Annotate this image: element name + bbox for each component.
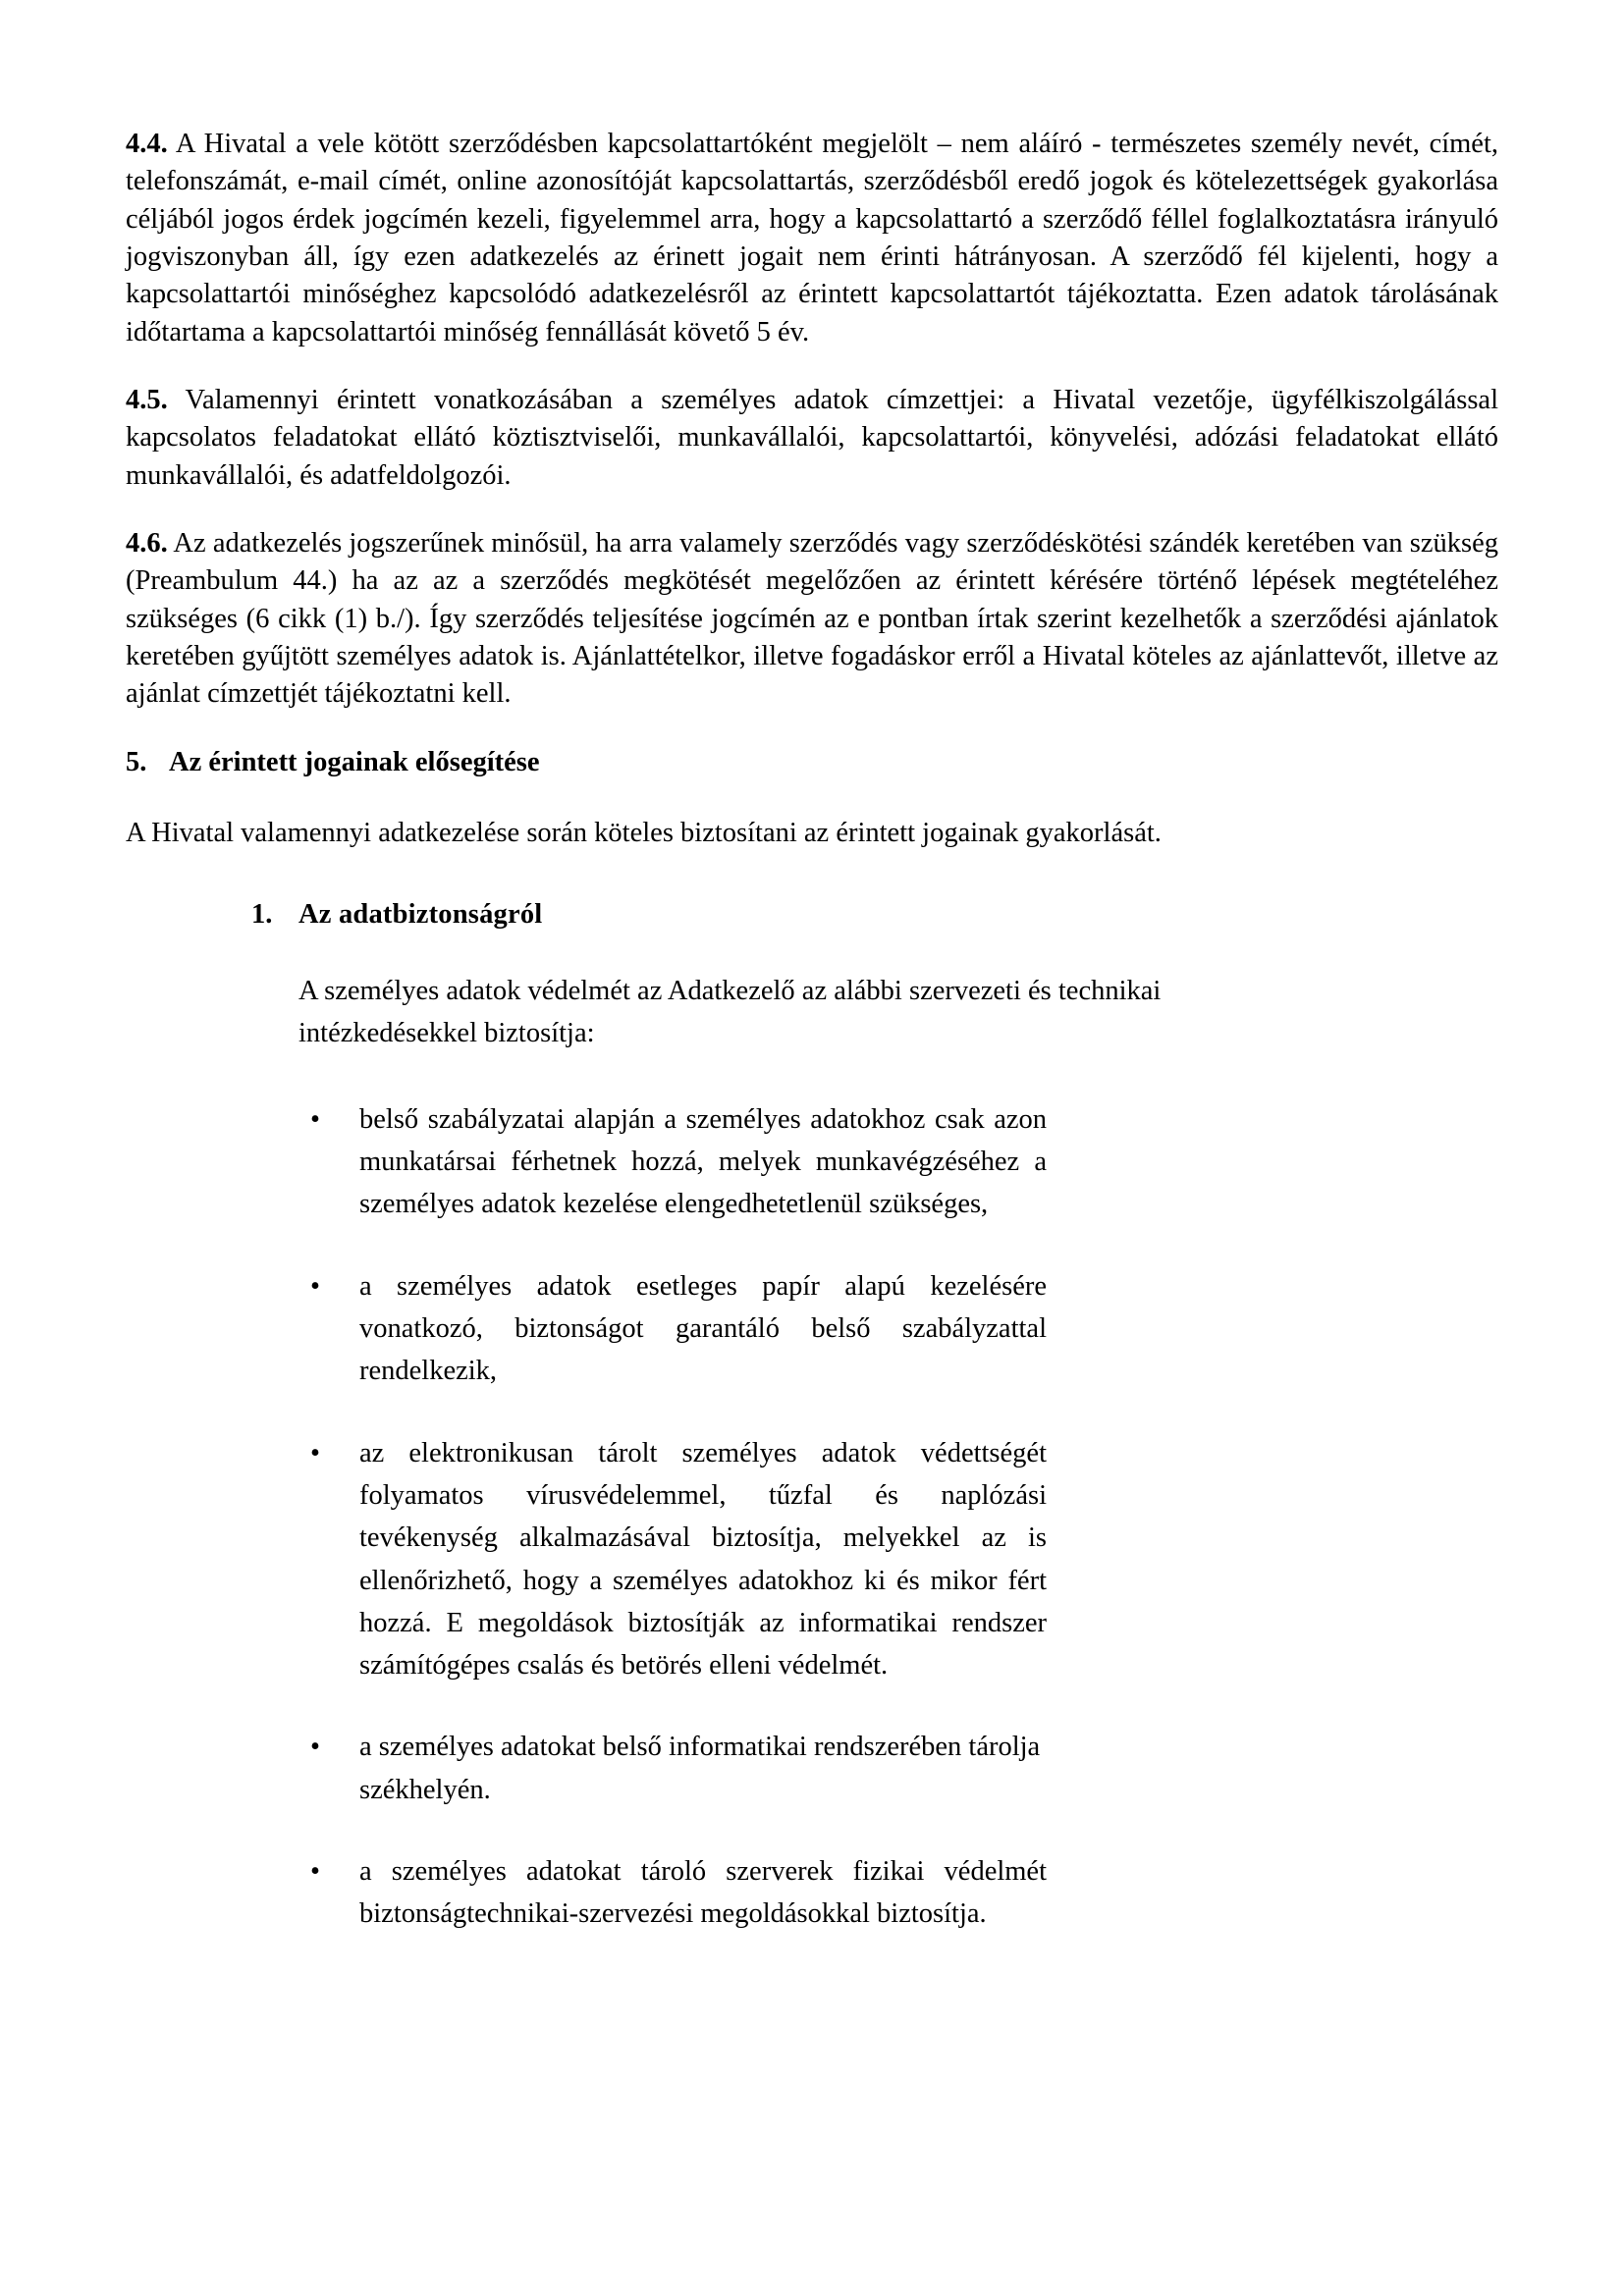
subsection-number: 1.: [251, 899, 273, 931]
paragraph-number-4-5: 4.5.: [126, 384, 168, 415]
security-measures-list: [126, 1098, 1498, 1936]
paragraph-4-4: [126, 126, 1498, 351]
section-heading-5: [126, 744, 1498, 781]
paragraph-text-4-4: A Hivatal a vele kötött szerződésben kapcsolattartóként megjelölt – nem aláíró - természetes személy nevét, címét, telefonszámát, e-mail címét, online azonosítóját kapcsolattartás, szerződésből eredő jogok és kötelezettségek gyakorlása céljából jogos érdek jogcímén kezeli, figyelemmel arra, hogy a kapcsolattartó a szerződő féllel foglalkoztatásra irányuló jogviszonyban áll, így ezen adatkezelés az érinett jogait nem érinti hátrányosan. A szerződő fél kijelenti, hogy a kapcsolattartói minőséghez kapcsolódó adatkezelésről az érintett kapcsolattartót tájékoztatta. Ezen adatok tárolásának időtartama a kapcsolattartói minőség fennállását követő 5 év.: [126, 129, 1498, 347]
list-item: [298, 1265, 1498, 1393]
list-item: [298, 1726, 1498, 1811]
paragraph-number-4-4: 4.4.: [126, 129, 168, 159]
paragraph-4-6: [126, 525, 1498, 714]
section-title: Az érintett jogainak elősegítése: [169, 746, 540, 777]
list-item-text: az elektronikusan tárolt személyes adatok védettségét folyamatos vírusvédelemmel, tűzfal és naplózási tevékenység alkalmazásával biztosítja, melyekkel az is ellenőrizhető, hogy a személyes adatokhoz ki és mikor fért hozzá. E megoldások biztosítják az informatikai rendszer számítógépes csalás és betörés elleni védelmét.: [359, 1437, 1047, 1682]
paragraph-text-4-5: Valamennyi érintett vonatkozásában a személyes adatok címzettjei: a Hivatal vezetője, ügyfélkiszolgálással kapcsolatos feladatokat ellátó köztisztviselői, munkavállalói, kapcsolattartói, könyvelési, adózási feladatokat ellátó munkavállalói, és adatfeldolgozói.: [126, 384, 1498, 491]
list-item: [298, 1850, 1498, 1936]
list-item: [298, 1098, 1498, 1226]
bullet-icon: •: [310, 1270, 320, 1302]
subsection-title: Az adatbiztonságról: [298, 899, 543, 931]
section-number: 5.: [126, 746, 147, 777]
list-item: [298, 1432, 1498, 1687]
paragraph-text-4-6: Az adatkezelés jogszerűnek minősül, ha arra valamely szerződés vagy szerződéskötési szándék keretében van szükség (Preambulum 44.) ha az az a szerződés megkötését megelőzően az érintett kérésére történő lépések megtételéhez szükséges (6 cikk (1) b./). Így szerződés teljesítése jogcímén az e pontban írtak szerint kezelhetők a szerződési ajánlatok keretében gyűjtött személyes adatok is. Ajánlattételkor, illetve fogadáskor erről a Hivatal köteles az ajánlattevőt, illetve az ajánlat címzettjét tájékoztatni kell.: [126, 527, 1498, 710]
list-item-text: belső szabályzatai alapján a személyes adatokhoz csak azon munkatársai férhetnek hozzá, melyek munkavégzéséhez a személyes adatok kezelése elengedhetetlenül szükséges,: [359, 1103, 1047, 1220]
bullet-icon: •: [310, 1103, 320, 1135]
list-item-text: a személyes adatokat belső informatikai rendszerében tárolja székhelyén.: [359, 1732, 1041, 1805]
subsection-intro-paragraph: A személyes adatok védelmét az Adatkezelő az alábbi szervezeti és technikai intézkedésekkel biztosítja:: [298, 976, 1162, 1049]
list-item-text: a személyes adatok esetleges papír alapú kezelésére vonatkozó, biztonságot garantáló belső szabályzattal rendelkezik,: [359, 1270, 1047, 1387]
page-content: [126, 126, 1498, 1936]
subsection-heading-1: [126, 899, 1498, 931]
bullet-icon: •: [310, 1732, 320, 1763]
lead-paragraph: A Hivatal valamennyi adatkezelése során köteles biztosítani az érintett jogainak gyakorlását.: [126, 817, 1162, 848]
bullet-icon: •: [310, 1437, 320, 1468]
paragraph-4-5: [126, 382, 1498, 495]
bullet-icon: •: [310, 1856, 320, 1888]
list-item-text: a személyes adatokat tároló szerverek fizikai védelmét biztonságtechnikai-szervezési megoldásokkal biztosítja.: [359, 1856, 1047, 1930]
paragraph-number-4-6: 4.6.: [126, 527, 168, 559]
